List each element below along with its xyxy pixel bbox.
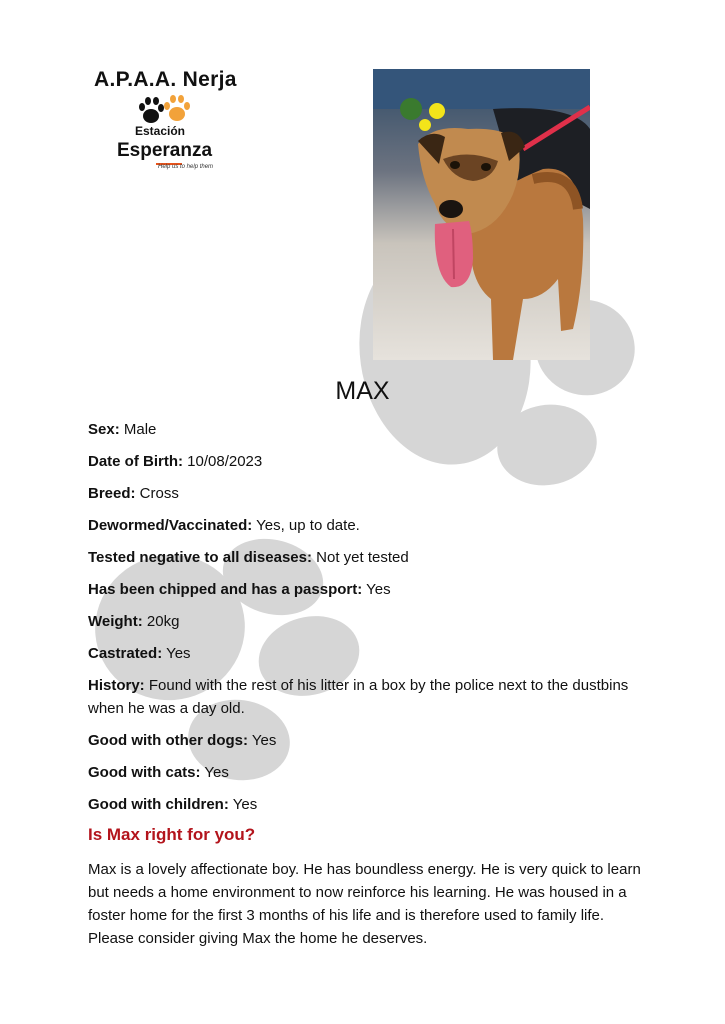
pet-details <box>88 418 648 825</box>
dog-photo <box>373 69 590 360</box>
detail-value: Yes <box>247 732 277 749</box>
detail-value: 20kg <box>142 613 180 630</box>
detail-value: Yes <box>162 645 191 662</box>
detail-value: Not yet tested <box>311 549 409 566</box>
paw-prints-icon <box>138 94 190 128</box>
detail-castrated <box>88 642 648 665</box>
detail-value: Yes <box>200 764 229 781</box>
detail-value: Yes <box>228 796 258 813</box>
detail-value: Cross <box>135 485 179 502</box>
detail-label: Breed: <box>88 485 136 502</box>
detail-label: Weight: <box>88 613 143 630</box>
detail-label: Sex: <box>88 421 120 438</box>
detail-value: Male <box>119 421 157 438</box>
detail-label: Date of Birth: <box>88 453 183 470</box>
pet-name: MAX <box>335 377 390 405</box>
detail-tested <box>88 546 648 569</box>
detail-breed <box>88 482 648 505</box>
logo-title: A.P.A.A. Nerja <box>94 68 237 91</box>
detail-value: Found with the rest of his litter in a box by the police next to the dustbins when he was a day old. <box>88 677 629 717</box>
detail-chipped <box>88 578 648 601</box>
detail-label: Good with children: <box>88 796 229 813</box>
detail-label: Dewormed/Vaccinated: <box>88 517 253 534</box>
detail-label: Castrated: <box>88 645 163 662</box>
detail-good-with-dogs <box>88 729 648 752</box>
detail-label: Tested negative to all diseases: <box>88 549 312 566</box>
detail-label: Good with cats: <box>88 764 201 781</box>
detail-sex <box>88 418 648 441</box>
detail-good-with-children <box>88 793 648 816</box>
logo-esperanza: Esperanza <box>117 140 213 161</box>
section-heading: Is Max right for you? <box>88 825 256 844</box>
detail-weight <box>88 610 648 633</box>
section-body: Max is a lovely affectionate boy. He has boundless energy. He is very quick to learn but needs a home environment to now reinforce his learning. He was housed in a foster home for the first 3 months of his life and is therefore used to family life. Please consider giving Max the home he deserves. <box>88 861 641 947</box>
detail-value: 10/08/2023 <box>183 453 263 470</box>
detail-good-with-cats <box>88 761 648 784</box>
detail-date-of-birth <box>88 450 648 473</box>
detail-value: Yes, up to date. <box>252 517 360 534</box>
detail-dewormed <box>88 514 648 537</box>
organization-logo <box>88 62 236 180</box>
logo-estacion: Estación <box>135 124 186 138</box>
detail-history <box>88 674 648 720</box>
logo-tagline: Help us to help them <box>158 164 214 170</box>
detail-label: Has been chipped and has a passport: <box>88 581 363 598</box>
detail-label: Good with other dogs: <box>88 732 248 749</box>
detail-label: History: <box>88 677 145 694</box>
detail-value: Yes <box>362 581 391 598</box>
